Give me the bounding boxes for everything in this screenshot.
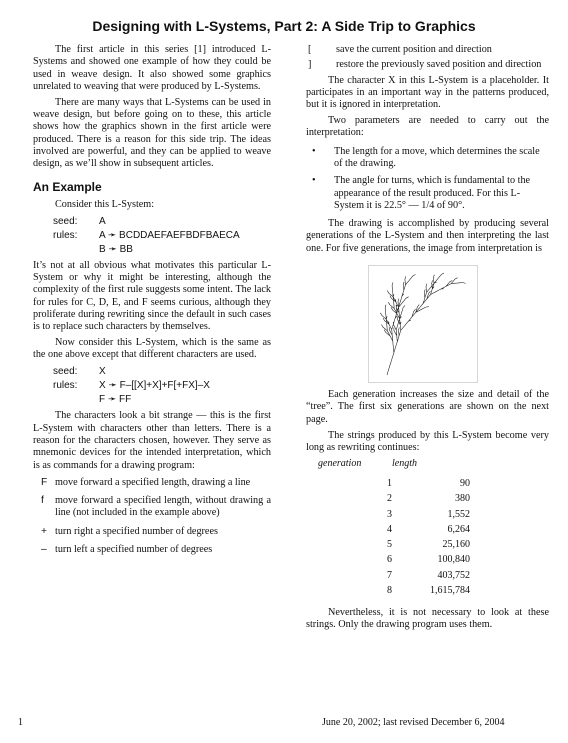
paragraph: Each generation increases the size and detail of the “tree”. The first six generations are shown on the next page. — [306, 389, 549, 425]
command-text: turn right a specified number of degrees — [55, 525, 218, 537]
paragraph: The characters look a bit strange — this is the first L-System with characters other than letters. There is a reason for the characters chosen, however. They serve as mnemonic devices for the intended interpretation, which is as commands for a drawing program: — [33, 410, 271, 471]
generation-cell: 2 — [387, 493, 392, 505]
section-heading: An Example — [33, 179, 102, 194]
left-column — [33, 44, 271, 562]
generation-cell: 3 — [387, 508, 392, 520]
table-row — [318, 568, 470, 583]
list-item — [41, 526, 271, 538]
seed-label: seed: — [53, 366, 78, 378]
table-row — [318, 492, 470, 507]
tree-branches — [380, 273, 465, 375]
generation-cell: 5 — [387, 539, 392, 551]
list-item — [41, 544, 271, 556]
seed-value: X — [99, 366, 106, 378]
table-row — [318, 553, 470, 568]
length-cell: 25,160 — [442, 539, 470, 551]
paragraph: The first article in this series [1] introduced L-Systems and showed one example of how they could be used in weave design. It also showed some graphics unrelated to weaving that were produced by L-Systems. — [33, 44, 271, 92]
rules-label: rules: — [53, 380, 78, 392]
command-symbol: – — [41, 543, 47, 555]
lsystem-1 — [53, 215, 271, 257]
length-cell: 380 — [455, 493, 470, 505]
column-header: generation — [318, 458, 362, 470]
page-number: 1 — [18, 717, 23, 728]
command-symbol: ] — [308, 59, 312, 71]
rules-label: rules: — [53, 229, 78, 241]
command-symbol: F — [41, 476, 48, 488]
rule: X ➛ F–[[X]+X]+F[+FX]–X — [99, 380, 210, 392]
seed-value: A — [99, 215, 106, 227]
seed-label: seed: — [53, 215, 78, 227]
plant-drawing — [368, 265, 478, 383]
tree-figure — [368, 265, 478, 383]
table-row — [318, 584, 470, 599]
generation-cell: 1 — [387, 477, 392, 489]
length-cell: 1,552 — [447, 508, 470, 520]
rule: A ➛ BCDDAEFAEFBDFBAECA — [99, 229, 240, 241]
list-item — [41, 477, 271, 489]
command-text: move forward a specified length, without drawing a line (not included in the example above) — [55, 495, 271, 519]
generation-cell: 4 — [387, 523, 392, 535]
rule: B ➛ BB — [99, 243, 133, 255]
length-cell: 6,264 — [447, 523, 470, 535]
paragraph: The strings produced by this L-System become very long as rewriting continues: — [306, 429, 549, 453]
command-symbol: f — [41, 495, 44, 507]
table-row — [318, 507, 470, 522]
length-cell: 403,752 — [437, 569, 470, 581]
paragraph: It’s not at all obvious what motivates this particular L-System or why it might be interesting, although the complexity of the first rule suggests some intent. The lack for rules for C, D, E, and F seems curious, although they proliferate during rewriting since the default in such cases is to replace such characters by themselves. — [33, 259, 271, 333]
table-row — [318, 476, 470, 491]
bullet-icon: • — [312, 175, 316, 187]
list-item: • The length for a move, which determines the scale of the drawing. — [312, 145, 540, 169]
lsystem-2 — [53, 365, 271, 407]
paragraph: Nevertheless, it is not necessary to look at these strings. Only the drawing program uses them. — [306, 606, 549, 631]
command-text: restore the previously saved position and direction — [336, 59, 542, 71]
paragraph: The drawing is accomplished by producing several generations of the L-System and then interpreting the last one. For five generations, the image from interpretation is — [306, 218, 549, 254]
table-row — [318, 538, 470, 553]
command-symbol: + — [41, 525, 47, 537]
list-item — [308, 44, 549, 56]
length-cell: 90 — [460, 477, 470, 489]
command-symbol: [ — [308, 44, 312, 55]
page-title: Designing with L-Systems, Part 2: A Side Trip to Graphics — [92, 18, 476, 34]
command-text: save the current position and direction — [336, 44, 492, 55]
paragraph: Two parameters are needed to carry out the interpretation: — [306, 115, 549, 139]
rule: F ➛ FF — [99, 394, 132, 406]
length-cell: 1,615,784 — [430, 585, 470, 596]
list-item: • The angle for turns, which is fundamental to the appearance of the result produced. For this L-System it is 22.5° — 1/4 of 90°. — [312, 175, 531, 211]
length-cell: 100,840 — [437, 554, 470, 566]
footer-date: June 20, 2002; last revised December 6, 2004 — [322, 717, 505, 728]
generation-cell: 7 — [387, 569, 392, 581]
generation-table — [318, 458, 470, 599]
generation-cell: 8 — [387, 585, 392, 596]
column-header: length — [392, 458, 417, 470]
generation-cell: 6 — [387, 554, 392, 566]
paragraph: Now consider this L-System, which is the same as the one above except that different characters are used. — [33, 337, 271, 361]
paragraph: Consider this L-System: — [55, 198, 155, 210]
command-list — [33, 477, 271, 556]
right-column — [306, 44, 549, 635]
list-item — [41, 495, 271, 520]
paragraph: There are many ways that L-Systems can be used in weave design, but before going on to these, this article shows how the graphics shown in the first article were produced. There is a reason for this side trip. The ideas involved are powerful, and they can be applied to weave design, as we’ll show in subsequent articles. — [33, 96, 271, 170]
bullet-icon: • — [312, 145, 316, 157]
command-text: move forward a specified length, drawing a line — [55, 476, 251, 488]
paragraph: The character X in this L-System is a placeholder. It participates in an important way in the patterns produced, but it is ignored in interpretation. — [306, 74, 549, 111]
command-text: turn left a specified number of degrees — [55, 543, 213, 555]
list-item — [308, 59, 549, 71]
table-row — [318, 522, 470, 537]
parameter-list — [306, 146, 549, 212]
